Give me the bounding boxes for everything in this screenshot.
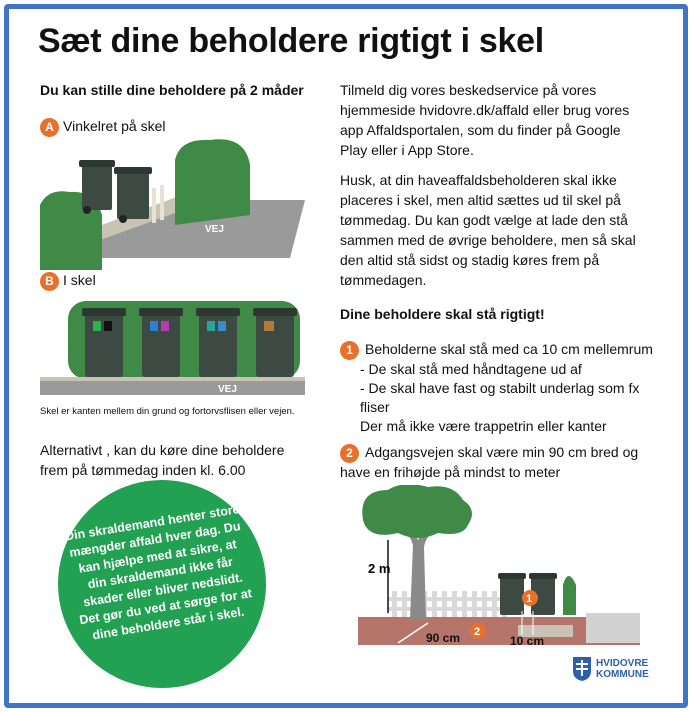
info-circle-text: Din skraldemand henter store mængder affald hver dag. Du kan hjælpe med at sikre, at din skraldemand ikke får skader eller bliver nedslidt. Det gør du ved at sørge for at dine beholdere står i skel. xyxy=(64,502,253,643)
rule-1-badge: 1 xyxy=(340,341,359,360)
gap-label: 10 cm xyxy=(510,634,545,648)
road-label-b: VEJ xyxy=(218,384,237,395)
bin-2 xyxy=(114,167,152,223)
left-heading: Du kan stille dine beholdere på 2 måder xyxy=(40,82,304,98)
fence xyxy=(388,591,508,617)
shrub xyxy=(563,576,576,615)
rule-1-sub-1: - De skal stå med håndtagene ud af xyxy=(360,360,582,377)
bin-blue xyxy=(139,308,183,377)
pavement xyxy=(586,613,640,643)
right-para-2: Husk, at din haveaffaldsbeholderen skal ikke placeres i skel, men altid sættes ud til skel på tømmedag. Du kan godt vælge at lade den stå sammen med de øvrige beholdere, men så skal den altid stå sidst og stadig køres frem på tømmedagen. xyxy=(340,172,636,288)
rule-1-sub-2: - De skal have fast og stabilt underlag som fx fliser xyxy=(360,379,640,415)
bin-1 xyxy=(79,160,115,214)
rule-1 xyxy=(340,340,660,436)
tree-crown xyxy=(362,485,472,538)
bin-green xyxy=(82,308,126,377)
diagram-bin-1 xyxy=(498,573,526,615)
rule-2-text: Adgangsvejen skal være min 90 cm bred og have en frihøjde på mindst to meter xyxy=(340,444,639,480)
logo-line-2: KOMMUNE xyxy=(596,669,649,680)
boundary-note: Skel er kanten mellem din grund og fortorvsflisen eller vejen. xyxy=(40,406,295,417)
width-label: 90 cm xyxy=(426,631,461,645)
diagram-badge-2: 2 xyxy=(474,626,481,638)
height-label: 2 m xyxy=(368,561,391,576)
option-a-text: Vinkelret på skel xyxy=(63,118,166,135)
logo-line-1: HVIDOVRE xyxy=(596,658,649,669)
bin-brown xyxy=(253,308,297,377)
option-b-badge: B xyxy=(40,272,59,291)
hedge-right xyxy=(175,139,250,225)
option-b-label xyxy=(40,272,96,291)
road-surface xyxy=(40,379,305,395)
right-para-1: Tilmeld dig vores beskedservice på vores hjemmeside hvidovre.dk/affald eller brug vores app Affaldsportalen, som du finder på Google Play eller i App Store. xyxy=(340,82,630,158)
page-title: Sæt dine beholdere rigtigt i skel xyxy=(38,22,544,60)
right-heading: Dine beholdere skal stå rigtigt! xyxy=(340,306,545,322)
alternative-text: Alternativt , kan du køre dine beholdere frem på tømmedag inden kl. 6.00 xyxy=(40,442,285,478)
bin-teal xyxy=(196,308,240,377)
option-a-illustration xyxy=(40,130,305,270)
clearance-diagram xyxy=(358,485,640,650)
option-a-badge: A xyxy=(40,118,59,137)
option-b-illustration xyxy=(40,293,305,403)
rule-2 xyxy=(340,443,660,482)
rule-2-badge: 2 xyxy=(340,444,359,463)
option-b-text: I skel xyxy=(63,272,96,289)
crest-icon xyxy=(572,656,592,682)
rule-1-text: Beholderne skal stå med ca 10 cm mellemrum xyxy=(365,341,653,357)
road-label-a: VEJ xyxy=(205,224,224,235)
diagram-badge-1: 1 xyxy=(526,593,533,605)
rule-1-sub-3: Der må ikke være trappetrin eller kanter xyxy=(360,417,607,434)
